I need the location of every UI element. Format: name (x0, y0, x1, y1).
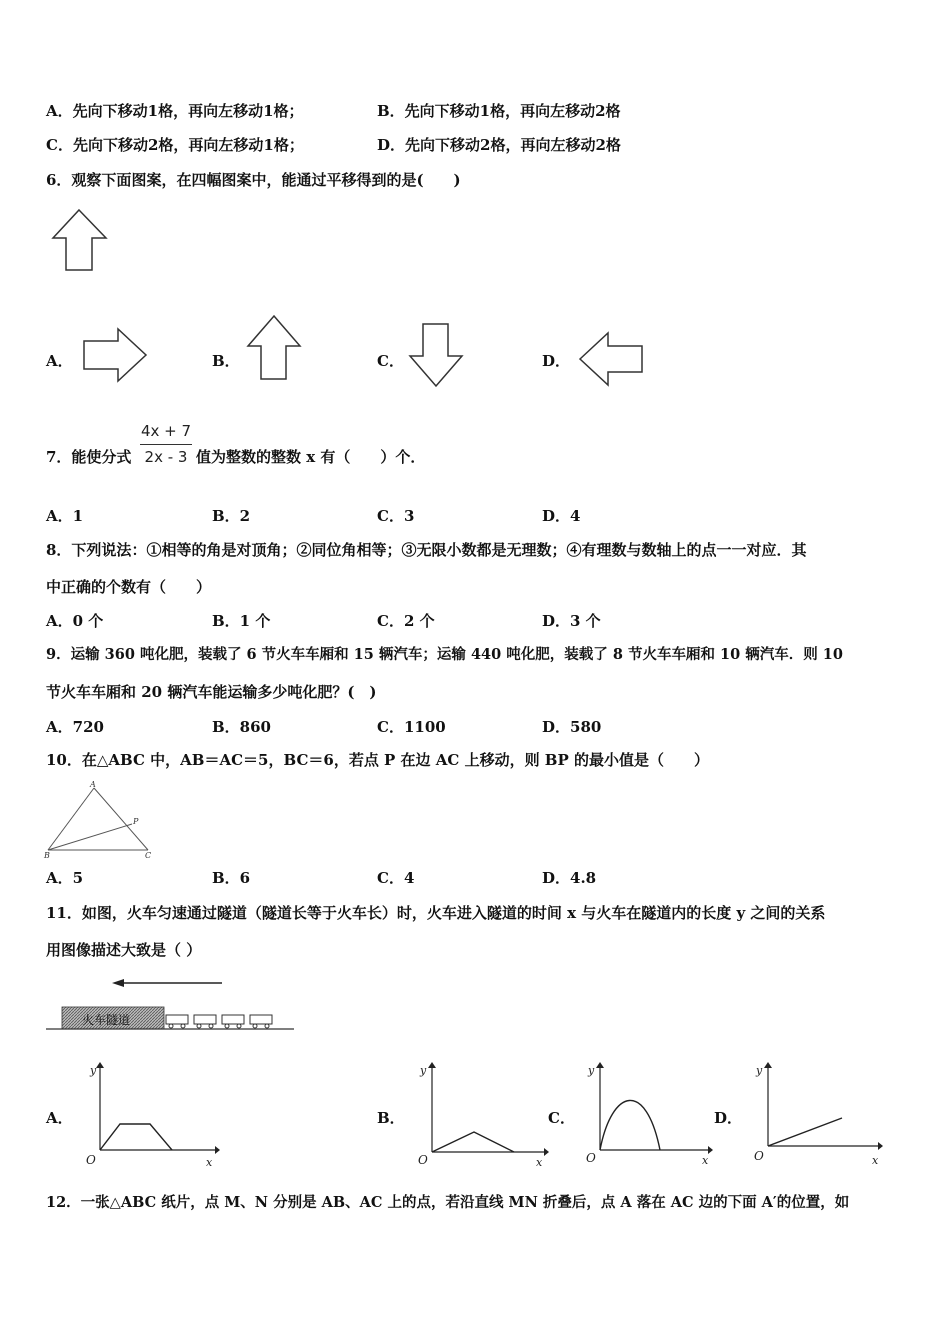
q11-graph-d-y-label: y (756, 1064, 763, 1077)
q10-label-p: P (133, 817, 139, 826)
q8-option-c: C．2 个 (377, 612, 435, 630)
q6-stem: 6．观察下面图案，在四幅图案中，能通过平移得到的是( ) (46, 171, 461, 189)
q10-label-c: C (145, 851, 152, 860)
q7-option-b: B．2 (212, 507, 251, 525)
q6-reference-arrow-up-icon (52, 208, 108, 272)
q11-graph-a-x-label: x (206, 1156, 213, 1169)
q11-graph-a-origin: O (86, 1153, 96, 1167)
q10-option-b: B．6 (212, 869, 251, 887)
q8-stem-line1: 8．下列说法：①相等的角是对顶角；②同位角相等；③无限小数都是无理数；④有理数与数轴上的点一一对应．其 (46, 541, 807, 559)
q11-graph-b-x-label: x (536, 1156, 543, 1169)
q7-fraction-bar (140, 444, 192, 445)
q5-option-c: C．先向下移动2格，再向左移动1格； (46, 136, 304, 154)
q11-label-c: C． (548, 1109, 575, 1127)
q11-graph-d-origin: O (754, 1149, 764, 1163)
q10-option-c: C．4 (377, 869, 415, 887)
q11-graph-c-origin: O (586, 1151, 596, 1165)
q5-option-d: D．先向下移动2格，再向左移动2格 (377, 136, 621, 154)
q7-numerator: 4x + 7 (140, 422, 192, 440)
q7-prefix: 7．能使分式 (46, 448, 132, 466)
q11-label-d: D． (714, 1109, 743, 1127)
q6-option-a-arrow-right-icon (82, 328, 148, 383)
q6-option-d-arrow-left-icon (578, 332, 644, 387)
q11-graph-d (750, 1060, 890, 1170)
q9-option-b: B．860 (212, 718, 271, 736)
q6-label-d: D． (542, 352, 571, 370)
q6-label-a: A． (46, 352, 73, 370)
q11-stem-line2: 用图像描述大致是（ ） (46, 941, 202, 959)
q12-stem: 12．一张△ABC 纸片，点 M、N 分别是 AB、AC 上的点，若沿直线 MN 折叠后，点 A 落在 AC 边的下面 A′的位置，如 (46, 1194, 850, 1211)
q6-label-b: B． (212, 352, 240, 370)
q7-denominator: 2x - 3 (144, 448, 188, 466)
q7-option-d: D．4 (542, 507, 581, 525)
q5-option-b: B．先向下移动1格，再向左移动2格 (377, 102, 621, 120)
q11-stem-line1: 11．如图，火车匀速通过隧道（隧道长等于火车长）时，火车进入隧道的时间 x 与火车在隧道内的长度 y 之间的关系 (46, 904, 826, 922)
q11-graph-a-y-label: y (90, 1064, 97, 1077)
q8-option-b: B．1 个 (212, 612, 271, 630)
q6-option-b-arrow-up-icon (246, 315, 302, 381)
q9-stem-line1: 9．运输 360 吨化肥，装载了 6 节火车车厢和 15 辆汽车；运输 440 吨化肥，装载了 8 节火车车厢和 10 辆汽车．则 10 (46, 646, 843, 663)
q11-label-a: A． (46, 1109, 73, 1127)
q10-label-a: A (90, 780, 96, 789)
q10-label-b: B (44, 851, 50, 860)
q7-option-a: A．1 (46, 507, 84, 525)
q11-tunnel-train-figure (44, 975, 296, 1035)
q11-tunnel-label: 火车隧道 (82, 1013, 131, 1027)
q8-stem-line2: 中正确的个数有（ ） (46, 578, 212, 596)
q11-graph-b-y-label: y (420, 1064, 427, 1077)
q5-option-a: A．先向下移动1格，再向左移动1格； (46, 102, 304, 120)
q10-stem: 10．在△ABC 中，AB＝AC＝5，BC＝6，若点 P 在边 AC 上移动，则 BP 的最小值是（ ） (46, 751, 709, 769)
q10-triangle-figure (44, 782, 156, 858)
q11-graph-c-x-label: x (702, 1154, 709, 1167)
q11-label-b: B． (377, 1109, 405, 1127)
q11-graph-b (414, 1060, 554, 1170)
q8-option-d: D．3 个 (542, 612, 601, 630)
q11-graph-b-origin: O (418, 1153, 428, 1167)
q11-graph-c-y-label: y (588, 1064, 595, 1077)
q7-option-c: C．3 (377, 507, 415, 525)
q11-graph-d-x-label: x (872, 1154, 879, 1167)
q9-option-d: D．580 (542, 718, 602, 736)
q11-graph-a (80, 1060, 220, 1170)
q10-option-a: A．5 (46, 869, 84, 887)
q9-option-c: C．1100 (377, 718, 446, 736)
q10-option-d: D．4.8 (542, 869, 597, 887)
q9-stem-line2: 节火车车厢和 20 辆汽车能运输多少吨化肥？( ) (46, 683, 377, 701)
q9-option-a: A．720 (46, 718, 104, 736)
q8-option-a: A．0 个 (46, 612, 104, 630)
q7-suffix: 值为整数的整数 x 有（ ）个． (196, 448, 426, 466)
q6-label-c: C． (377, 352, 404, 370)
q11-graph-c (580, 1060, 720, 1170)
q6-option-c-arrow-down-icon (408, 322, 464, 388)
